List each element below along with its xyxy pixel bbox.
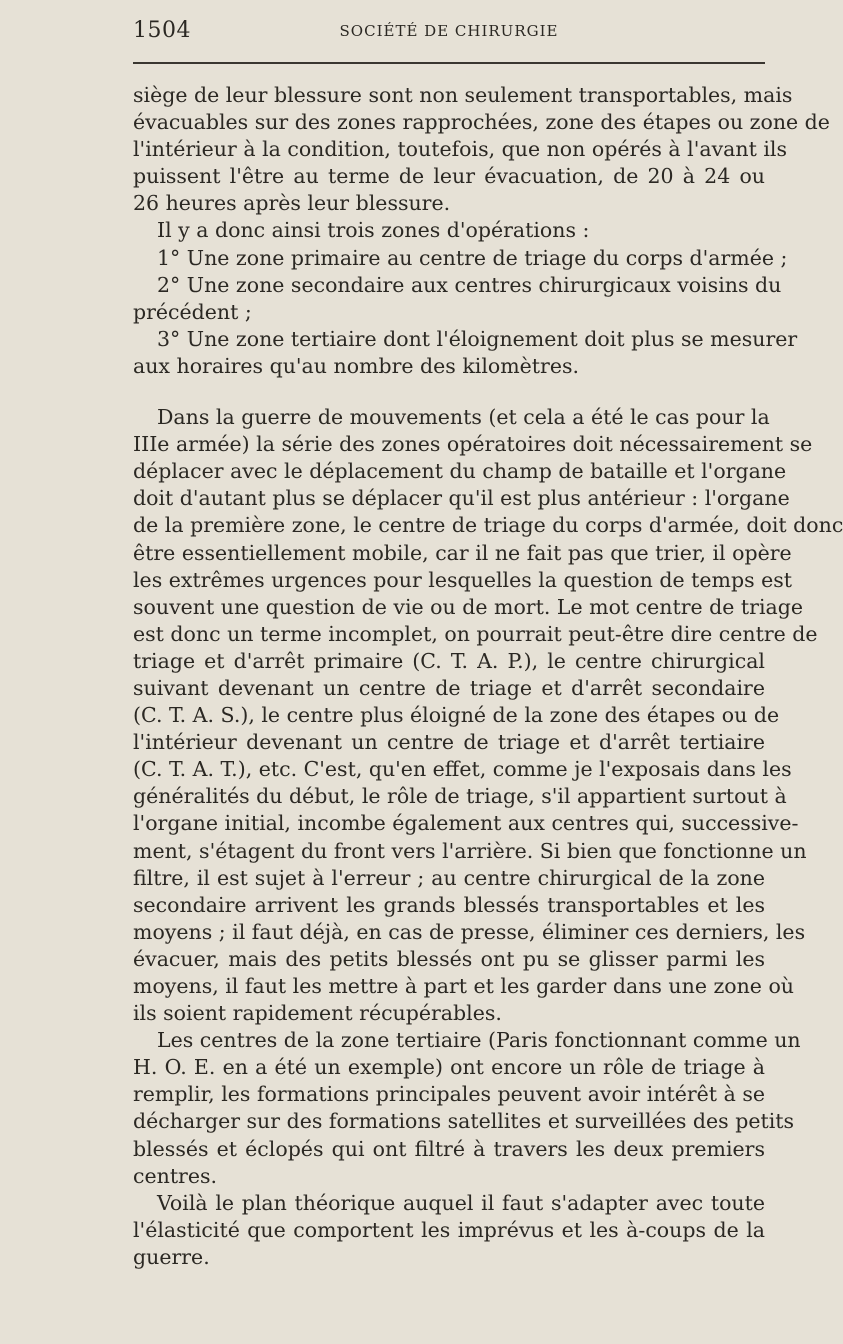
text-line: ils soient rapidement récupérables. bbox=[133, 1001, 502, 1026]
page-header bbox=[133, 16, 765, 48]
text-line: souvent une question de vie ou de mort. Le mot centre de triage bbox=[133, 594, 804, 619]
text-line: Dans la guerre de mouvements (et cela a été le cas pour la bbox=[157, 405, 770, 430]
body-text bbox=[133, 82, 843, 1271]
text-line: secondaire arrivent les grands blessés transportables et les bbox=[133, 892, 765, 917]
text-line: généralités du début, le rôle de triage, s'il appartient surtout à bbox=[133, 784, 787, 809]
text-line: l'organe initial, incombe également aux centres qui, successive- bbox=[133, 811, 799, 836]
text-line: décharger sur des formations satellites et surveillées des petits bbox=[133, 1109, 795, 1134]
text-line: est donc un terme incomplet, on pourrait peut-être dire centre de bbox=[133, 621, 818, 646]
text-line: l'intérieur devenant un centre de triage et d'arrêt tertiaire bbox=[133, 730, 765, 755]
text-line: IIIe armée) la série des zones opératoires doit nécessairement se bbox=[133, 432, 813, 457]
text-line: centres. bbox=[133, 1163, 218, 1188]
text-line: blessés et éclopés qui ont filtré à travers les deux premiers bbox=[133, 1136, 765, 1161]
text-line: guerre. bbox=[133, 1244, 210, 1269]
text-line: triage et d'arrêt primaire (C. T. A. P.), le centre chirurgical bbox=[133, 648, 765, 673]
text-line: doit d'autant plus se déplacer qu'il est plus antérieur : l'organe bbox=[133, 486, 790, 511]
running-head: SOCIÉTÉ DE CHIRURGIE bbox=[339, 22, 559, 40]
text-line: précédent ; bbox=[133, 299, 252, 324]
text-line: l'élasticité que comportent les imprévus et les à-coups de la bbox=[133, 1217, 765, 1242]
page-number: 1504 bbox=[133, 18, 191, 43]
text-line: être essentiellement mobile, car il ne fait pas que trier, il opère bbox=[133, 540, 792, 565]
text-line: les extrêmes urgences pour lesquelles la question de temps est bbox=[133, 567, 792, 592]
text-line: (C. T. A. T.), etc. C'est, qu'en effet, comme je l'exposais dans les bbox=[133, 757, 792, 782]
text-line: H. O. E. en a été un exemple) ont encore un rôle de triage à bbox=[133, 1055, 765, 1080]
text-line: aux horaires qu'au nombre des kilomètres. bbox=[133, 353, 579, 378]
header-rule bbox=[133, 62, 765, 64]
text-line: moyens ; il faut déjà, en cas de presse, éliminer ces derniers, les bbox=[133, 919, 806, 944]
text-line: déplacer avec le déplacement du champ de bataille et l'organe bbox=[133, 459, 787, 484]
text-line: Voilà le plan théorique auquel il faut s'adapter avec toute bbox=[157, 1190, 765, 1215]
text-line: remplir, les formations principales peuvent avoir intérêt à se bbox=[133, 1082, 765, 1107]
text-line: l'intérieur à la condition, toutefois, que non opérés à l'avant ils bbox=[133, 137, 787, 162]
text-line: 3° Une zone tertiaire dont l'éloignement doit plus se mesurer bbox=[157, 326, 798, 351]
text-line: 26 heures après leur blessure. bbox=[133, 191, 451, 216]
text-line: Il y a donc ainsi trois zones d'opérations : bbox=[157, 218, 590, 243]
text-line: filtre, il est sujet à l'erreur ; au centre chirurgical de la zone bbox=[133, 865, 765, 890]
text-line: ment, s'étagent du front vers l'arrière. Si bien que fonctionne un bbox=[133, 838, 807, 863]
text-line: puissent l'être au terme de leur évacuation, de 20 à 24 ou bbox=[133, 164, 765, 189]
text-line: de la première zone, le centre de triage du corps d'armée, doit donc bbox=[133, 513, 843, 538]
text-line: évacuables sur des zones rapprochées, zone des étapes ou zone de bbox=[133, 110, 830, 135]
text-line: (C. T. A. S.), le centre plus éloigné de la zone des étapes ou de bbox=[133, 703, 780, 728]
paragraph-gap bbox=[133, 380, 765, 404]
text-line: évacuer, mais des petits blessés ont pu se glisser parmi les bbox=[133, 946, 765, 971]
text-line: siège de leur blessure sont non seulement transportables, mais bbox=[133, 83, 793, 107]
text-line: 2° Une zone secondaire aux centres chirurgicaux voisins du bbox=[157, 272, 782, 297]
text-line: suivant devenant un centre de triage et d'arrêt secondaire bbox=[133, 675, 765, 700]
text-line: moyens, il faut les mettre à part et les garder dans une zone où bbox=[133, 974, 795, 998]
text-line: 1° Une zone primaire au centre de triage du corps d'armée ; bbox=[157, 245, 788, 270]
text-line: Les centres de la zone tertiaire (Paris fonctionnant comme un bbox=[157, 1028, 801, 1053]
